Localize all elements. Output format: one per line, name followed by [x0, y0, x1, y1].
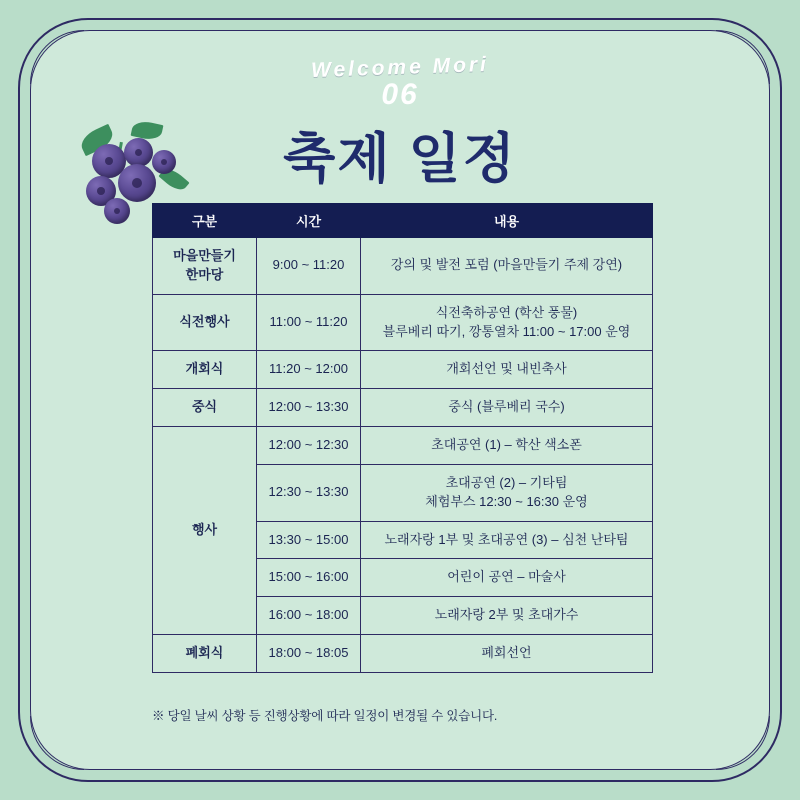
cell-category: 중식 [153, 389, 257, 427]
cell-category: 식전행사 [153, 294, 257, 351]
cell-time: 12:30 ~ 13:30 [257, 464, 361, 521]
cell-category: 마을만들기 한마당 [153, 238, 257, 295]
cell-content: 폐회선언 [361, 635, 653, 673]
table-row [153, 389, 653, 427]
berry-shape [118, 164, 156, 202]
schedule-table-body [153, 238, 653, 673]
cell-time: 13:30 ~ 15:00 [257, 521, 361, 559]
cell-time: 16:00 ~ 18:00 [257, 597, 361, 635]
column-header-content: 내용 [361, 204, 653, 238]
berry-shape [152, 150, 176, 174]
cell-content: 노래자랑 2부 및 초대가수 [361, 597, 653, 635]
table-row [153, 294, 653, 351]
cell-content: 개회선언 및 내빈축사 [361, 351, 653, 389]
column-header-time: 시간 [257, 204, 361, 238]
berry-shape [104, 198, 130, 224]
cell-time: 12:00 ~ 12:30 [257, 427, 361, 465]
cell-content: 식전축하공연 (학산 풍물) 블루베리 따기, 깡통열차 11:00 ~ 17:00 운영 [361, 294, 653, 351]
cell-time: 12:00 ~ 13:30 [257, 389, 361, 427]
table-row [153, 635, 653, 673]
table-row [153, 427, 653, 465]
schedule-table-head [153, 204, 653, 238]
cell-category-events: 행사 [153, 427, 257, 635]
cell-time: 15:00 ~ 16:00 [257, 559, 361, 597]
cell-time: 11:20 ~ 12:00 [257, 351, 361, 389]
cell-content: 초대공연 (2) – 기타팀 체험부스 12:30 ~ 16:30 운영 [361, 464, 653, 521]
welcome-label: Welcome Mori [310, 52, 490, 83]
footnote-text: ※ 당일 날씨 상황 등 진행상황에 따라 일정이 변경될 수 있습니다. [152, 709, 498, 723]
cell-content: 강의 및 발전 포럼 (마을만들기 주제 강연) [361, 238, 653, 295]
month-number: 06 [381, 78, 419, 111]
page-title: 축제 일정 [283, 129, 517, 189]
cell-content: 노래자랑 1부 및 초대공연 (3) – 심천 난타팀 [361, 521, 653, 559]
table-row [153, 351, 653, 389]
table-row [153, 238, 653, 295]
berry-shape [124, 138, 153, 167]
cell-category: 폐회식 [153, 635, 257, 673]
cell-time: 9:00 ~ 11:20 [257, 238, 361, 295]
cell-content: 어린이 공연 – 마술사 [361, 559, 653, 597]
cell-category: 개회식 [153, 351, 257, 389]
column-header-category: 구분 [153, 204, 257, 238]
cell-time: 11:00 ~ 11:20 [257, 294, 361, 351]
cell-content: 초대공연 (1) – 학산 색소폰 [361, 427, 653, 465]
table-header-row [153, 204, 653, 238]
cell-time: 18:00 ~ 18:05 [257, 635, 361, 673]
schedule-table [152, 203, 653, 673]
schedule-table-wrapper [152, 203, 652, 673]
cell-content: 중식 (블루베리 국수) [361, 389, 653, 427]
